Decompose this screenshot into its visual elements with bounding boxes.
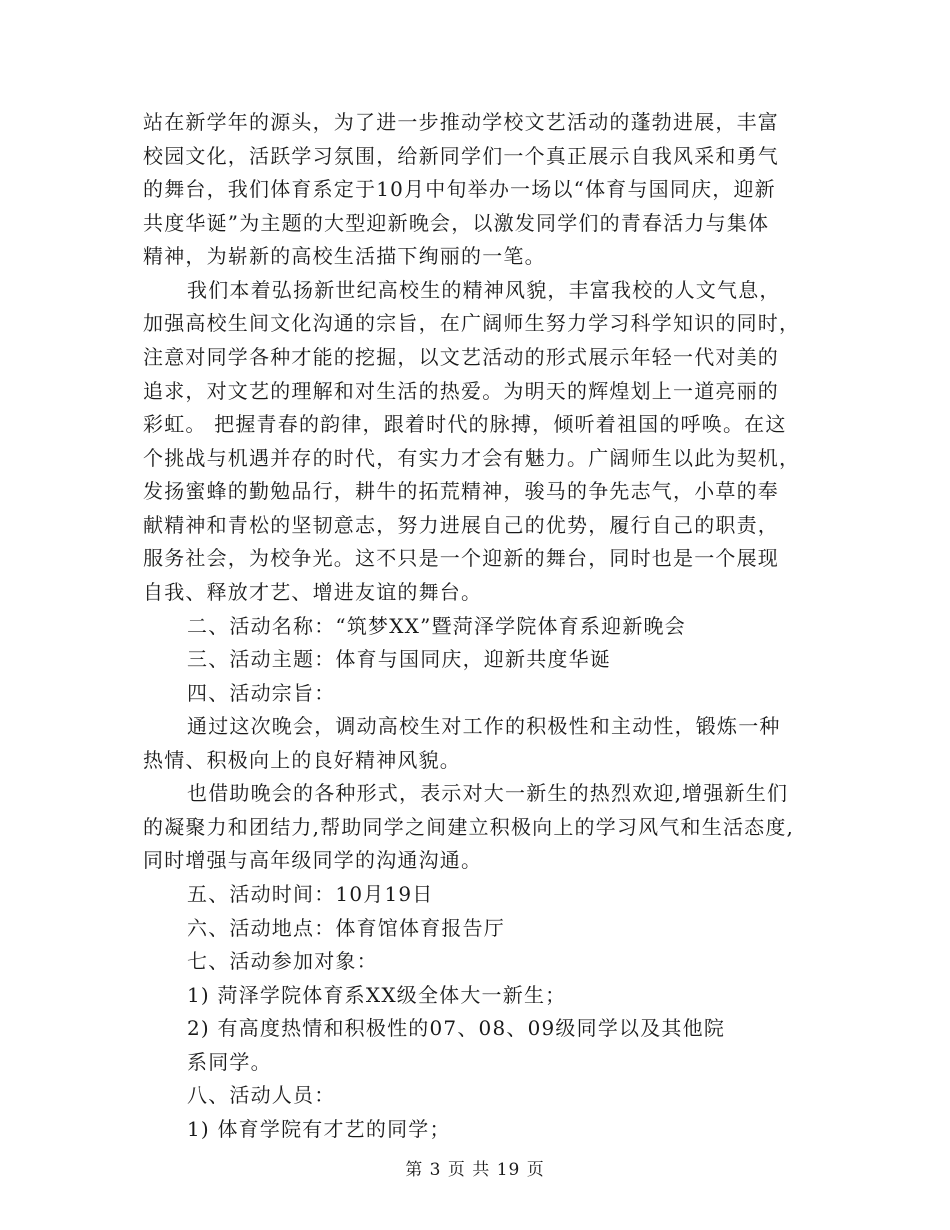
section-heading: 四、活动宗旨： [187, 681, 336, 705]
paragraph-line: 校园文化，活跃学习氛围，给新同学们一个真正展示自我风采和勇气 [143, 144, 779, 168]
section-heading: 六、活动地点：体育馆体育报告厅 [187, 916, 505, 940]
paragraph-line: 也借助晚会的各种形式，表示对大一新生的热烈欢迎,增强新生们 [187, 781, 789, 805]
paragraph-line: 个挑战与机遇并存的时代，有实力才会有魅力。广阔师生以此为契机， [143, 446, 801, 470]
paragraph-line: 服务社会，为校争光。这不只是一个迎新的舞台，同时也是一个展现 [143, 546, 779, 570]
paragraph-line: 同时增强与高年级同学的沟通沟通。 [143, 848, 483, 872]
paragraph-line: 加强高校生间文化沟通的宗旨，在广阔师生努力学习科学知识的同时， [143, 311, 801, 335]
paragraph-line: 自我、释放才艺、增进友谊的舞台。 [143, 580, 483, 604]
paragraph-line: 追求，对文艺的理解和对生活的热爱。为明天的辉煌划上一道亮丽的 [143, 379, 779, 403]
paragraph-line: 2) 有高度热情和积极性的07、08、09级同学以及其他院 [187, 1016, 726, 1040]
paragraph-line: 彩虹。 把握青春的韵律，跟着时代的脉搏，倾听着祖国的呼唤。在这 [143, 412, 787, 436]
paragraph-line: 我们本着弘扬新世纪高校生的精神风貌，丰富我校的人文气息， [187, 278, 781, 302]
paragraph-line: 1) 体育学院有才艺的同学； [187, 1117, 451, 1141]
paragraph-line: 献精神和青松的坚韧意志，努力进展自己的优势，履行自己的职责， [143, 513, 779, 537]
paragraph-line: 通过这次晚会，调动高校生对工作的积极性和主动性，锻炼一种 [187, 714, 781, 738]
section-heading: 八、活动人员： [187, 1083, 336, 1107]
paragraph-line: 系同学。 [187, 1050, 272, 1074]
paragraph-line: 发扬蜜蜂的勤勉品行，耕牛的拓荒精神，骏马的争先志气，小草的奉 [143, 479, 779, 503]
paragraph-line: 1) 菏泽学院体育系XX级全体大一新生； [187, 983, 567, 1007]
section-heading: 三、活动主题：体育与国同庆，迎新共度华诞 [187, 647, 611, 671]
paragraph-line: 注意对同学各种才能的挖掘，以文艺活动的形式展示年轻一代对美的 [143, 345, 779, 369]
paragraph-line: 共度华诞”为主题的大型迎新晚会，以激发同学们的青春活力与集体 [143, 211, 770, 235]
paragraph-line: 站在新学年的源头，为了进一步推动学校文艺活动的蓬勃进展，丰富 [143, 110, 779, 134]
section-heading: 五、活动时间：10月19日 [187, 882, 434, 906]
page-footer: 第 3 页 共 19 页 [405, 1160, 545, 1180]
paragraph-line: 精神，为崭新的高校生活描下绚丽的一笔。 [143, 244, 546, 268]
paragraph-line: 的舞台，我们体育系定于10月中旬举办一场以“体育与国同庆，迎新 [143, 177, 776, 201]
paragraph-line: 的凝聚力和团结力,帮助同学之间建立积极向上的学习风气和生活态度, [143, 815, 795, 839]
paragraph-line: 热情、积极向上的良好精神风貌。 [143, 748, 461, 772]
section-heading: 二、活动名称：“筑梦XX”暨菏泽学院体育系迎新晚会 [187, 614, 686, 638]
section-heading: 七、活动参加对象： [187, 949, 378, 973]
